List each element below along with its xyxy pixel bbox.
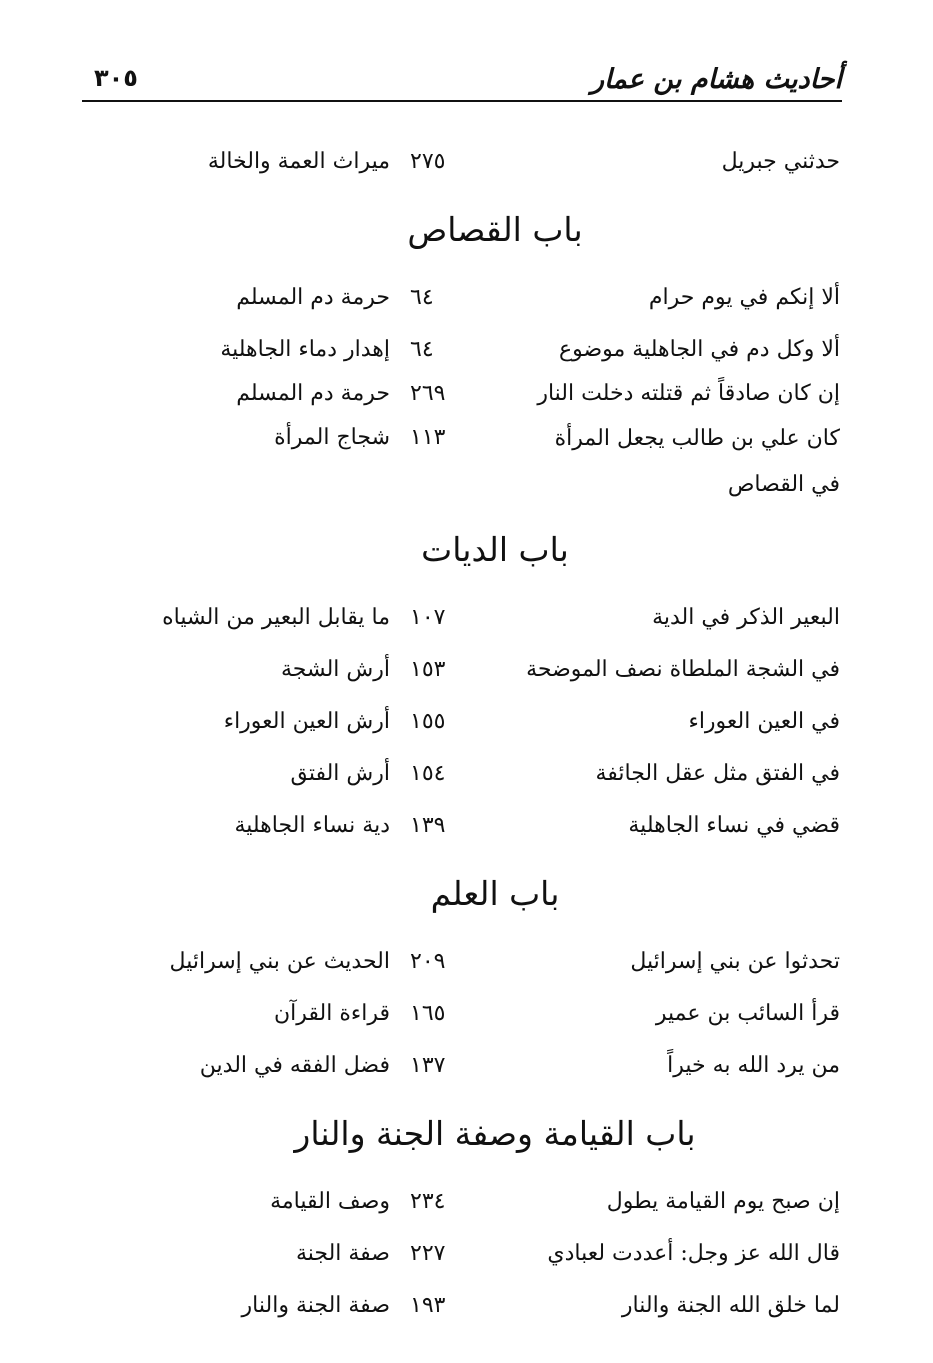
index-content — [150, 140, 840, 1336]
index-entry — [150, 1044, 840, 1096]
index-entry — [150, 700, 840, 752]
hadith-text: لما خلق الله الجنة والنار — [621, 1293, 840, 1318]
hadith-text: قضي في نساء الجاهلية — [628, 813, 840, 838]
hadith-topic: أرش العين العوراء — [223, 709, 390, 734]
hadith-text: من يرد الله به خيراً — [667, 1053, 840, 1078]
hadith-number: ١٩٣ — [410, 1293, 446, 1318]
hadith-text: ألا إنكم في يوم حرام — [648, 285, 840, 310]
hadith-number: ١١٣ — [410, 425, 446, 450]
chapter-heading: باب القصاص — [407, 210, 583, 249]
hadith-number: ١٦٥ — [410, 1001, 446, 1026]
hadith-topic: ميراث العمة والخالة — [207, 149, 390, 174]
hadith-topic: فضل الفقه في الدين — [199, 1053, 390, 1078]
hadith-text: في الفتق مثل عقل الجائفة — [595, 761, 840, 786]
book-title: أحاديث هشام بن عمار — [591, 64, 842, 95]
hadith-text: البعير الذكر في الدية — [652, 605, 840, 630]
hadith-number: ٢٠٩ — [410, 949, 446, 974]
index-entry — [150, 596, 840, 648]
hadith-text: في الشجة الملطاة نصف الموضحة — [526, 657, 840, 682]
hadith-number: ١٣٧ — [410, 1053, 446, 1078]
hadith-topic: إهدار دماء الجاهلية — [220, 337, 390, 362]
hadith-text: إن كان صادقاً ثم قتلته دخلت النار — [537, 381, 840, 406]
hadith-number: ٢٦٩ — [410, 381, 446, 406]
index-entry — [150, 1232, 840, 1284]
chapter-heading: باب القيامة وصفة الجنة والنار — [294, 1114, 696, 1153]
hadith-text: تحدثوا عن بني إسرائيل — [630, 949, 840, 974]
index-entry — [150, 648, 840, 700]
hadith-text: قال الله عز وجل: أعددت لعبادي — [547, 1241, 840, 1266]
index-entry — [150, 140, 840, 192]
hadith-number: ١٥٣ — [410, 657, 446, 682]
hadith-topic: أرش الشجة — [280, 657, 390, 682]
hadith-text: ألا وكل دم في الجاهلية موضوع — [558, 337, 840, 362]
hadith-topic: شجاج المرأة — [274, 425, 390, 450]
hadith-topic: ما يقابل البعير من الشياه — [162, 605, 390, 630]
chapter-heading: باب العلم — [430, 874, 560, 913]
index-entry — [150, 940, 840, 992]
hadith-topic: حرمة دم المسلم — [236, 381, 390, 406]
hadith-topic: وصف القيامة — [270, 1189, 390, 1214]
index-entry — [150, 992, 840, 1044]
index-entry — [150, 804, 840, 856]
page-number: ٣٠٥ — [94, 64, 138, 92]
index-entry — [150, 416, 840, 512]
hadith-text: قرأ السائب بن عمير — [655, 1001, 840, 1026]
hadith-topic: أرش الفتق — [290, 761, 390, 786]
hadith-topic: صفة الجنة — [295, 1241, 390, 1266]
hadith-topic: الحديث عن بني إسرائيل — [169, 949, 390, 974]
hadith-number: ٢٧٥ — [410, 149, 446, 174]
hadith-text: كان علي بن طالب يجعل المرأة في القصاص — [554, 426, 840, 497]
hadith-number: ٢٣٤ — [410, 1189, 446, 1214]
hadith-topic: صفة الجنة والنار — [241, 1293, 390, 1318]
index-entry — [150, 276, 840, 328]
hadith-topic: قراءة القرآن — [274, 1001, 390, 1026]
hadith-number: ١٠٧ — [410, 605, 446, 630]
index-entry — [150, 328, 840, 372]
hadith-text: في العين العوراء — [688, 709, 840, 734]
index-entry — [150, 752, 840, 804]
hadith-number: ١٥٥ — [410, 709, 446, 734]
running-header — [82, 62, 842, 102]
hadith-number: ٢٢٧ — [410, 1241, 446, 1266]
hadith-number: ٦٤ — [410, 337, 434, 362]
index-entry — [150, 1284, 840, 1336]
index-entry — [150, 372, 840, 416]
chapter-heading: باب الديات — [421, 530, 569, 569]
hadith-text: حدثني جبريل — [721, 149, 840, 174]
hadith-text: إن صبح يوم القيامة يطول — [606, 1189, 840, 1214]
hadith-number: ١٣٩ — [410, 813, 446, 838]
hadith-topic: دية نساء الجاهلية — [234, 813, 390, 838]
hadith-topic: حرمة دم المسلم — [236, 285, 390, 310]
hadith-number: ١٥٤ — [410, 761, 446, 786]
index-entry — [150, 1180, 840, 1232]
hadith-number: ٦٤ — [410, 285, 434, 310]
